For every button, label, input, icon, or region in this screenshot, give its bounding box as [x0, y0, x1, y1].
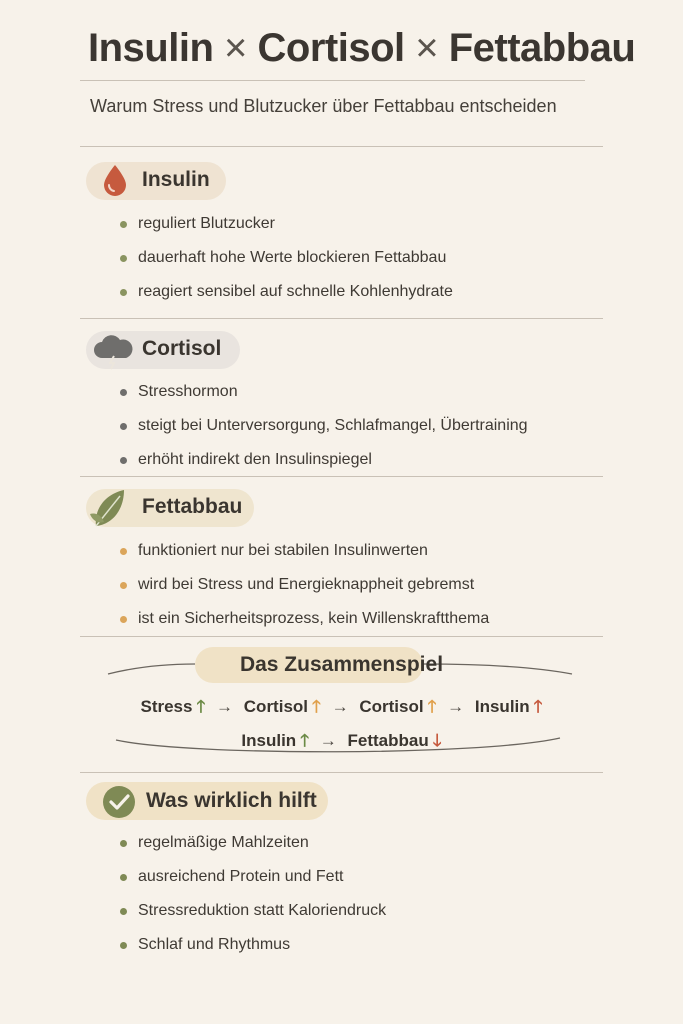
bullet-dot — [120, 942, 127, 949]
flow-cortisol: Cortisol — [359, 697, 424, 716]
flow-insulin: Insulin — [474, 697, 530, 716]
flow-cortisol: Cortisol — [243, 697, 309, 716]
arrow-up-icon: 🡑 — [533, 697, 543, 716]
list-item: ist ein Sicherheitsprozess, kein Willenskraftthema — [120, 609, 489, 643]
title-insulin: Insulin — [88, 26, 214, 70]
flow-arrow: → — [319, 731, 337, 750]
list-item: steigt bei Unterversorgung, Schlafmangel, Übertraining — [120, 416, 528, 450]
bullet-dot — [120, 423, 127, 430]
fettabbau-title: Fettabbau — [142, 495, 243, 518]
bullet-dot — [120, 616, 127, 623]
flow-row-1 — [0, 694, 683, 723]
bullet-dot — [120, 289, 127, 296]
leaf-icon — [86, 486, 128, 532]
hilft-title: Was wirklich hilft — [146, 789, 317, 812]
flow-arrow: → — [447, 697, 465, 716]
section-divider — [80, 146, 603, 147]
list-item: Stressreduktion statt Kaloriendruck — [120, 901, 386, 935]
section-divider — [80, 636, 603, 637]
list-item: ausreichend Protein und Fett — [120, 867, 386, 901]
bullet-dot — [120, 582, 127, 589]
bullet-dot — [120, 840, 127, 847]
list-item: reguliert Blutzucker — [120, 214, 453, 248]
arrow-up-icon: 🡑 — [312, 697, 321, 716]
section-divider — [80, 318, 603, 319]
insulin-list — [120, 214, 453, 316]
arrow-up-icon: 🡑 — [300, 731, 310, 750]
section-divider — [80, 772, 603, 773]
fettabbau-list — [120, 541, 489, 643]
bullet-dot — [120, 908, 127, 915]
list-item: regelmäßige Mahlzeiten — [120, 833, 386, 867]
flow-arrow: → — [216, 697, 234, 716]
list-item: funktioniert nur bei stabilen Insulinwerten — [120, 541, 489, 575]
flow-arrow: → — [331, 697, 349, 716]
list-item: wird bei Stress und Energieknappheit gebremst — [120, 575, 489, 609]
blood-drop-icon — [100, 163, 130, 197]
bullet-dot — [120, 874, 127, 881]
interplay-title: Das Zusammenspiel — [239, 653, 444, 676]
checkmark-icon — [102, 785, 136, 819]
title-fettabbau: Fettabbau — [448, 26, 636, 70]
cortisol-title: Cortisol — [142, 337, 222, 360]
arrow-up-icon: 🡑 — [196, 697, 206, 716]
page-subtitle: Warum Stress und Blutzucker über Fettabbau entscheiden — [90, 96, 557, 116]
flow-stress: Stress — [140, 697, 193, 716]
hilft-list — [120, 833, 386, 969]
arrow-down-icon: 🡓 — [432, 731, 442, 750]
list-item: Schlaf und Rhythmus — [120, 935, 386, 969]
flow-insulin: Insulin — [241, 731, 297, 750]
section-divider — [80, 476, 603, 477]
bullet-dot — [120, 457, 127, 464]
insulin-title: Insulin — [142, 168, 210, 191]
list-item: Stresshormon — [120, 382, 528, 416]
bullet-dot — [120, 389, 127, 396]
storm-cloud-icon — [92, 332, 134, 370]
list-item: erhöht indirekt den Insulinspiegel — [120, 450, 528, 484]
page-title — [88, 26, 635, 71]
flow-row-2 — [0, 728, 683, 757]
bullet-dot — [120, 548, 127, 555]
bullet-dot — [120, 255, 127, 262]
bullet-dot — [120, 221, 127, 228]
title-separator: × — [224, 26, 247, 70]
flow-fettabbau: Fettabbau — [347, 731, 429, 750]
arrow-up-icon: 🡑 — [427, 697, 437, 716]
title-separator: × — [415, 26, 439, 70]
title-divider — [80, 80, 585, 81]
list-item: reagiert sensibel auf schnelle Kohlenhydrate — [120, 282, 453, 316]
title-cortisol: Cortisol — [257, 26, 405, 70]
cortisol-list — [120, 382, 528, 484]
list-item: dauerhaft hohe Werte blockieren Fettabbau — [120, 248, 453, 282]
